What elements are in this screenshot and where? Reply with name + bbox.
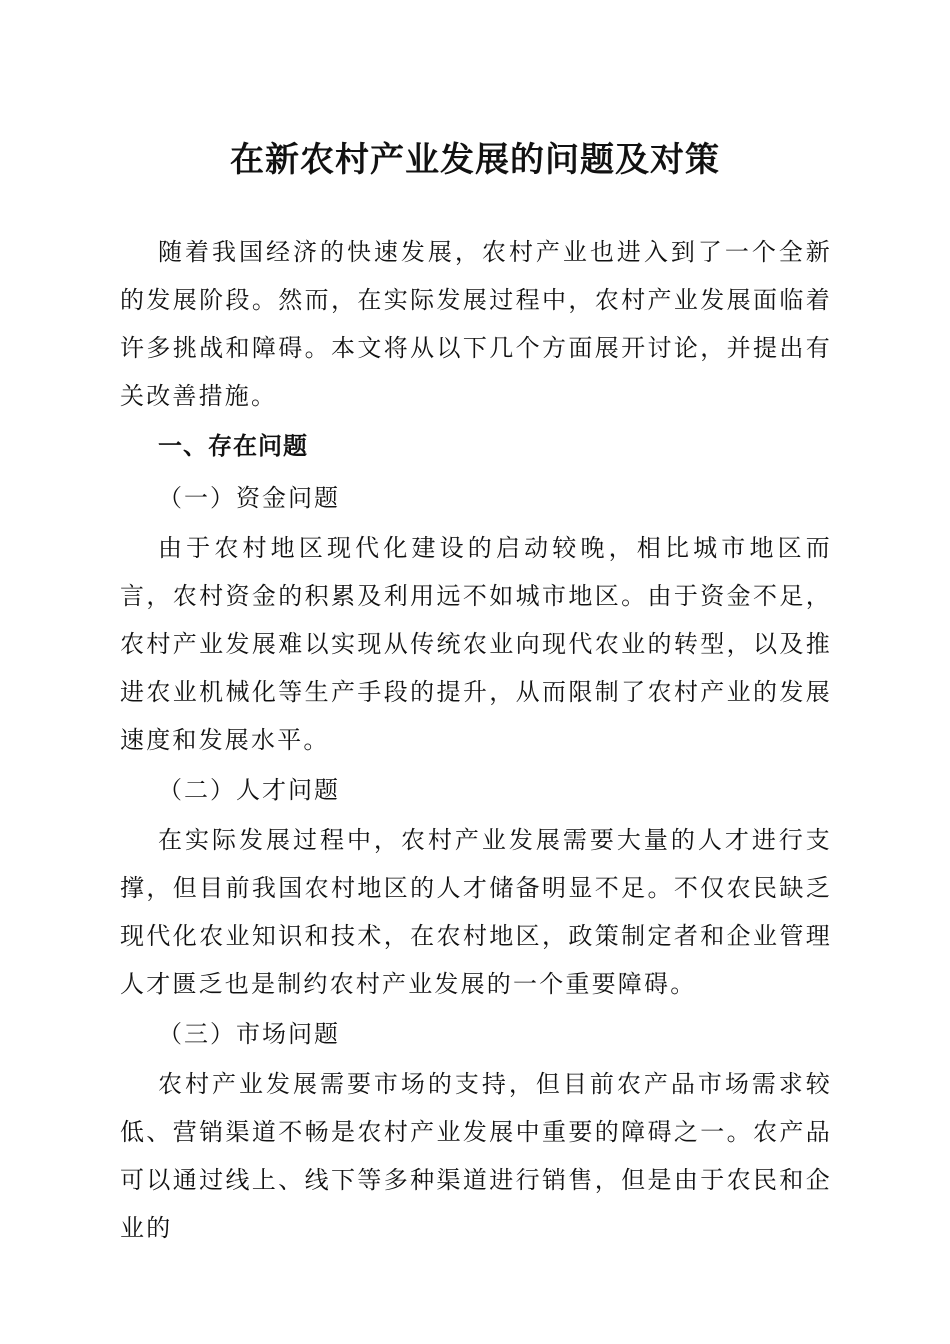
subsection-heading-market: （三）市场问题 bbox=[158, 1020, 340, 1048]
subsection-heading-talent: （二）人才问题 bbox=[158, 776, 340, 804]
document-title: 在新农村产业发展的问题及对策 bbox=[230, 140, 720, 180]
funding-paragraph: 由于农村地区现代化建设的启动较晚，相比城市地区而言，农村资金的积累及利用远不如城市地区。由于资金不足，农村产业发展难以实现从传统农业向现代农业的转型，以及推进农业机械化等生产手段的提升，从而限制了农村产业的发展速度和发展水平。 bbox=[120, 534, 832, 754]
intro-paragraph: 随着我国经济的快速发展，农村产业也进入到了一个全新的发展阶段。然而，在实际发展过程中，农村产业发展面临着许多挑战和障碍。本文将从以下几个方面展开讨论，并提出有关改善措施。 bbox=[120, 238, 832, 410]
document-body bbox=[120, 228, 832, 1252]
talent-paragraph: 在实际发展过程中，农村产业发展需要大量的人才进行支撑，但目前我国农村地区的人才储备明显不足。不仅农民缺乏现代化农业知识和技术，在农村地区，政策制定者和企业管理人才匮乏也是制约农村产业发展的一个重要障碍。 bbox=[120, 826, 832, 998]
subsection-heading-funding: （一）资金问题 bbox=[158, 484, 340, 512]
market-paragraph: 农村产业发展需要市场的支持，但目前农产品市场需求较低、营销渠道不畅是农村产业发展中重要的障碍之一。农产品可以通过线上、线下等多种渠道进行销售，但是由于农民和企业的 bbox=[120, 1070, 832, 1242]
section-heading-problems: 一、存在问题 bbox=[158, 431, 308, 460]
